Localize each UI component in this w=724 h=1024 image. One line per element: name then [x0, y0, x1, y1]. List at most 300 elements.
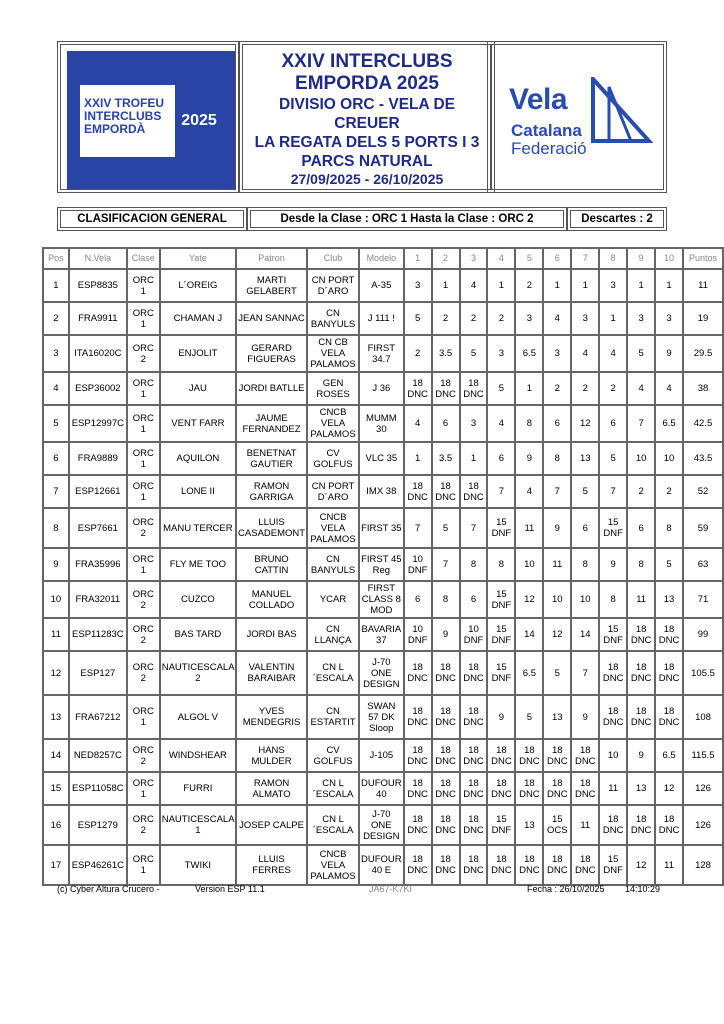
cell-club	[307, 805, 359, 845]
cell-value: NED8257C	[73, 750, 122, 761]
cell-value: 11	[552, 559, 563, 570]
cell-yacht	[160, 302, 236, 335]
cell-race-6	[543, 335, 571, 372]
cell-value: 2	[582, 383, 588, 394]
cell-value: 18 DNC	[407, 854, 428, 876]
logo-year: 2025	[175, 85, 223, 157]
cell-race-2	[432, 581, 460, 618]
cell-skipper	[236, 508, 307, 548]
cell-value: 6.5	[522, 348, 536, 359]
cell-value: 6	[470, 594, 477, 605]
cell-value: 1	[610, 313, 616, 324]
cell-value: CNCB VELA PALAMOS	[310, 407, 356, 440]
cell-model	[359, 772, 404, 805]
cell-value: 2	[526, 280, 533, 291]
cell-sail-number	[69, 581, 127, 618]
cell-value: 14	[50, 750, 62, 761]
cell-value: RAMON ALMATO	[252, 777, 291, 800]
cell-value: 2	[610, 383, 616, 394]
cell-race-4	[487, 772, 515, 805]
cell-race-4	[487, 269, 515, 302]
cell-race-9	[627, 372, 655, 405]
cell-value: 8	[582, 559, 588, 570]
cell-value: NAUTICESCALA 1	[161, 814, 235, 836]
cell-value: 3.5	[438, 348, 453, 359]
cell-race-2	[432, 548, 460, 581]
cell-value: 42.5	[693, 418, 713, 429]
cell-race-3	[460, 508, 488, 548]
cell-race-3	[460, 651, 488, 695]
cell-value: 9	[498, 711, 505, 723]
cell-race-9	[627, 548, 655, 581]
cell-value: 11	[524, 522, 535, 534]
cell-value: J 36	[372, 383, 391, 394]
cell-value: WINDSHEAR	[168, 750, 227, 761]
cell-value: YCAR	[319, 594, 347, 605]
cell-race-10	[655, 335, 683, 372]
cell-value: 18 DNC	[407, 744, 428, 767]
cell-value: 4	[610, 348, 616, 359]
cell-race-7	[571, 845, 599, 885]
cell-value: 18 DNC	[602, 662, 624, 684]
cell-value: TWIKI	[184, 859, 212, 871]
cell-value: ESP12661	[75, 486, 121, 497]
cell-race-9	[627, 442, 655, 475]
cell-value: 18 DNC	[630, 814, 652, 836]
cell-race-2	[432, 739, 460, 772]
cell-value: 7	[554, 486, 560, 497]
cell-race-1	[404, 772, 432, 805]
cell-yacht	[160, 805, 236, 845]
cell-yacht	[160, 442, 236, 475]
footer-code: JA67-K7KI	[369, 884, 413, 894]
cell-race-4	[487, 581, 515, 618]
logo-text-line: EMPORDÀ	[84, 122, 146, 136]
cell-race-3	[460, 695, 488, 739]
cell-value: 8	[610, 594, 616, 605]
cell-club	[307, 651, 359, 695]
cell-value: 4	[526, 486, 533, 497]
cell-value: ESP8835	[77, 280, 118, 291]
cell-race-2	[432, 475, 460, 508]
cell-value: 7	[610, 486, 616, 497]
cell-value: 13	[50, 711, 62, 723]
cell-race-3	[460, 805, 488, 845]
cell-value: CN BANYULS	[310, 307, 356, 330]
cell-value: 9	[610, 559, 616, 570]
cell-sail-number	[69, 475, 127, 508]
cell-value: 13	[524, 819, 535, 831]
cell-points	[683, 695, 723, 739]
cell-race-7	[571, 335, 599, 372]
event-division: DIVISIO ORC - VELA DE	[279, 96, 455, 113]
cell-value: 12	[635, 859, 647, 871]
cell-race-2	[432, 269, 460, 302]
cell-value: 11	[664, 859, 674, 871]
cell-race-1	[404, 405, 432, 442]
cell-skipper	[236, 805, 307, 845]
cell-race-8	[599, 845, 627, 885]
cell-value: BAVARIA 37	[361, 623, 402, 646]
cell-race-1	[404, 845, 432, 885]
cell-value: 11	[636, 594, 647, 605]
cell-race-9	[627, 405, 655, 442]
cell-value: 18 DNC	[463, 377, 484, 400]
cell-sail-number	[69, 302, 127, 335]
cell-value: 29.5	[693, 348, 713, 359]
column-header-race-1: 1	[404, 248, 432, 269]
cell-value: FLY ME TOO	[169, 559, 227, 570]
cell-race-6	[543, 772, 571, 805]
cell-skipper	[236, 372, 307, 405]
cell-value: J-70 ONE DESIGN	[363, 656, 400, 690]
cell-race-8	[599, 508, 627, 548]
cell-race-9	[627, 805, 655, 845]
cell-value: CN L ´ESCALA	[312, 777, 354, 800]
cell-value: 1	[582, 280, 588, 291]
cell-race-1	[404, 269, 432, 302]
results-table	[42, 247, 724, 886]
classification-bar	[57, 207, 667, 231]
cell-value: FRA9889	[77, 453, 118, 464]
cell-value: 5	[526, 711, 533, 723]
cell-points	[683, 581, 723, 618]
cell-pos	[43, 651, 69, 695]
cell-points	[683, 405, 723, 442]
cell-value: CN L ´ESCALA	[312, 814, 354, 836]
trophy-logo	[67, 51, 235, 189]
cell-value: 18 DNC	[602, 814, 624, 836]
table-row	[43, 302, 723, 335]
cell-club	[307, 372, 359, 405]
cell-value: 18 DNC	[463, 706, 484, 728]
cell-race-8	[599, 805, 627, 845]
cell-value: RAMON GARRIGA	[249, 480, 294, 503]
event-regatta: PARCS NATURAL	[301, 153, 433, 170]
cell-race-6	[543, 302, 571, 335]
cell-value: 128	[695, 859, 711, 871]
table-row	[43, 442, 723, 475]
cell-race-2	[432, 651, 460, 695]
cell-value: 5	[554, 667, 560, 679]
cell-race-2	[432, 405, 460, 442]
cell-value: 2	[638, 486, 644, 497]
cell-value: 16	[50, 819, 62, 831]
cell-value: 18 DNC	[407, 662, 428, 684]
cell-race-1	[404, 695, 432, 739]
cell-club	[307, 739, 359, 772]
cell-value: 6.5	[662, 750, 676, 761]
cell-value: ESP1279	[77, 819, 118, 831]
cell-points	[683, 772, 723, 805]
cell-value: 108	[695, 711, 711, 723]
cell-pos	[43, 548, 69, 581]
cell-race-10	[655, 845, 683, 885]
event-title: EMPORDA 2025	[295, 73, 439, 94]
cell-race-3	[460, 475, 488, 508]
cell-value: CNCB VELA PALAMOS	[310, 848, 356, 882]
cell-value: 4	[414, 418, 421, 429]
cell-race-10	[655, 618, 683, 651]
cell-points	[683, 548, 723, 581]
cell-value: 18 DNC	[463, 744, 484, 767]
cell-race-6	[543, 508, 571, 548]
cell-race-5	[515, 335, 543, 372]
discards: Descartes : 2	[581, 213, 653, 225]
cell-class	[127, 548, 160, 581]
cell-yacht	[160, 508, 236, 548]
cell-skipper	[236, 442, 307, 475]
cell-value: 7	[442, 559, 449, 570]
cell-value: 5	[610, 453, 616, 464]
cell-pos	[43, 475, 69, 508]
cell-value: 9	[554, 522, 560, 534]
cell-value: CN CB VELA PALAMOS	[310, 337, 356, 370]
cell-club	[307, 581, 359, 618]
cell-value: 6.5	[522, 667, 536, 679]
cell-value: ORC 1	[132, 274, 154, 297]
cell-value: JOSEP CALPE	[239, 819, 304, 831]
cell-value: 3	[610, 280, 616, 291]
cell-value: ORC 2	[132, 744, 154, 767]
cell-race-9	[627, 581, 655, 618]
cell-value: ESP11058C	[72, 783, 124, 794]
column-header-points: Puntos	[683, 248, 723, 269]
cell-value: J-70 ONE DESIGN	[363, 808, 400, 842]
cell-value: 4	[53, 383, 59, 394]
cell-value: 13	[579, 453, 591, 464]
cell-value: ESP11283C	[72, 629, 124, 640]
cell-value: ORC 2	[132, 814, 154, 836]
cell-value: 10	[579, 594, 591, 605]
cell-pos	[43, 618, 69, 651]
cell-race-4	[487, 372, 515, 405]
classification-title-box	[57, 207, 247, 231]
cell-value: 2	[414, 348, 421, 359]
cell-value: 15 DNF	[491, 588, 512, 611]
cell-value: 18 DNC	[658, 662, 680, 684]
cell-race-4	[487, 695, 515, 739]
cell-sail-number	[69, 372, 127, 405]
cell-race-7	[571, 302, 599, 335]
cell-race-4	[487, 548, 515, 581]
cell-value: 8	[666, 522, 672, 534]
cell-race-2	[432, 772, 460, 805]
cell-race-8	[599, 372, 627, 405]
cell-race-10	[655, 405, 683, 442]
cell-race-8	[599, 618, 627, 651]
cell-model	[359, 548, 404, 581]
cell-yacht	[160, 269, 236, 302]
cell-value: CN L ´ESCALA	[312, 662, 354, 684]
cell-value: JAU	[188, 383, 207, 394]
cell-race-4	[487, 739, 515, 772]
cell-race-9	[627, 845, 655, 885]
cell-value: 3	[554, 348, 560, 359]
column-header-race-7: 7	[571, 248, 599, 269]
cell-race-7	[571, 805, 599, 845]
cell-value: 18 DNC	[658, 706, 680, 728]
cell-race-4	[487, 475, 515, 508]
cell-value: YVES MENDEGRIS	[242, 706, 301, 728]
cell-class	[127, 739, 160, 772]
table-row	[43, 475, 723, 508]
cell-class	[127, 372, 160, 405]
cell-race-6	[543, 805, 571, 845]
cell-value: 7	[470, 522, 477, 534]
cell-value: CV GOLFUS	[313, 447, 353, 470]
cell-model	[359, 581, 404, 618]
cell-value: BAS TARD	[174, 629, 222, 640]
cell-value: 3	[638, 313, 644, 324]
cell-race-3	[460, 442, 488, 475]
table-row	[43, 772, 723, 805]
cell-value: 18 DNC	[463, 662, 484, 684]
cell-race-2	[432, 372, 460, 405]
cell-value: GERARD FIGUERAS	[247, 342, 296, 365]
cell-skipper	[236, 581, 307, 618]
table-header-row	[43, 248, 723, 269]
cell-race-6	[543, 269, 571, 302]
cell-race-8	[599, 475, 627, 508]
cell-skipper	[236, 302, 307, 335]
cell-value: 5	[442, 522, 449, 534]
cell-race-6	[543, 651, 571, 695]
cell-race-8	[599, 581, 627, 618]
cell-race-8	[599, 548, 627, 581]
cell-value: ESP36002	[75, 383, 121, 394]
cell-value: ORC 2	[132, 588, 154, 611]
cell-value: 5	[53, 418, 59, 429]
cell-value: 18 DNC	[630, 623, 652, 646]
table-row	[43, 651, 723, 695]
cell-race-7	[571, 651, 599, 695]
cell-race-3	[460, 772, 488, 805]
cell-sail-number	[69, 269, 127, 302]
cell-class	[127, 618, 160, 651]
cell-sail-number	[69, 695, 127, 739]
cell-sail-number	[69, 442, 127, 475]
cell-value: GEN ROSES	[316, 377, 350, 400]
table-row	[43, 618, 723, 651]
cell-value: L´OREIG	[178, 280, 218, 291]
cell-value: 15 DNF	[491, 814, 512, 836]
cell-sail-number	[69, 548, 127, 581]
cell-skipper	[236, 651, 307, 695]
cell-value: 8	[53, 522, 59, 534]
cell-class	[127, 335, 160, 372]
cell-value: 7	[582, 667, 588, 679]
cell-race-7	[571, 548, 599, 581]
footer-time: 14:10:29	[625, 884, 661, 894]
cell-value: 1	[498, 280, 505, 291]
cell-model	[359, 442, 404, 475]
cell-race-2	[432, 845, 460, 885]
cell-value: LLUIS FERRES	[252, 854, 291, 876]
column-header-race-10: 10	[655, 248, 683, 269]
cell-value: 115.5	[691, 750, 715, 761]
cell-value: 14	[579, 629, 591, 640]
cell-value: J-105	[369, 750, 394, 761]
cell-race-3	[460, 618, 488, 651]
cell-skipper	[236, 269, 307, 302]
cell-race-6	[543, 739, 571, 772]
cell-value: 8	[470, 559, 477, 570]
cell-race-10	[655, 269, 683, 302]
cell-value: 18 DNC	[574, 854, 596, 876]
cell-value: 10	[663, 453, 675, 464]
cell-value: 63	[697, 559, 709, 570]
cell-value: 2	[554, 383, 560, 394]
cell-points	[683, 651, 723, 695]
cell-pos	[43, 405, 69, 442]
cell-value: VALENTIN BARAIBAR	[247, 662, 296, 684]
cell-model	[359, 302, 404, 335]
cell-value: 1	[53, 280, 59, 291]
cell-value: 3	[498, 348, 505, 359]
cell-value: 18 DNC	[519, 854, 540, 876]
cell-model	[359, 651, 404, 695]
cell-race-5	[515, 302, 543, 335]
cell-race-8	[599, 695, 627, 739]
cell-race-2	[432, 335, 460, 372]
cell-sail-number	[69, 651, 127, 695]
cell-value: 5	[414, 313, 421, 324]
cell-value: 3	[582, 313, 588, 324]
cell-class	[127, 269, 160, 302]
cell-value: HANS MULDER	[251, 744, 292, 767]
cell-model	[359, 739, 404, 772]
cell-value: 3	[414, 280, 421, 291]
cell-value: CNCB VELA PALAMOS	[310, 511, 356, 545]
cell-value: 6	[582, 522, 588, 534]
cell-value: 1	[554, 280, 560, 291]
cell-race-8	[599, 405, 627, 442]
table-row	[43, 548, 723, 581]
cell-value: 3	[470, 418, 477, 429]
cell-value: 71	[697, 594, 709, 605]
cell-value: 9	[582, 711, 588, 723]
cell-value: ENJOLIT	[178, 348, 218, 359]
cell-value: 6	[498, 453, 505, 464]
cell-value: 3	[666, 313, 672, 324]
cell-race-4	[487, 302, 515, 335]
cell-value: FIRST 45 Reg	[361, 553, 402, 576]
cell-race-2	[432, 508, 460, 548]
cell-value: 19	[697, 313, 709, 324]
column-header-race-8: 8	[599, 248, 627, 269]
cell-value: 11	[580, 819, 591, 831]
cell-value: 5	[470, 348, 477, 359]
cell-value: 18 DNC	[407, 814, 428, 836]
table-row	[43, 845, 723, 885]
column-header-club: Club	[307, 248, 359, 269]
cell-race-8	[599, 335, 627, 372]
cell-value: 18 DNC	[519, 777, 540, 800]
cell-race-7	[571, 739, 599, 772]
cell-race-6	[543, 618, 571, 651]
cell-race-2	[432, 442, 460, 475]
cell-value: 18 DNC	[630, 706, 652, 728]
cell-value: JEAN SANNAC	[238, 313, 305, 324]
cell-value: CHAMAN J	[173, 313, 223, 324]
cell-race-8	[599, 302, 627, 335]
cell-value: FRA35996	[75, 559, 121, 570]
cell-value: 10 DNF	[407, 553, 428, 576]
cell-value: 3.5	[438, 453, 453, 464]
cell-value: ESP12997C	[71, 418, 124, 429]
cell-race-5	[515, 548, 543, 581]
